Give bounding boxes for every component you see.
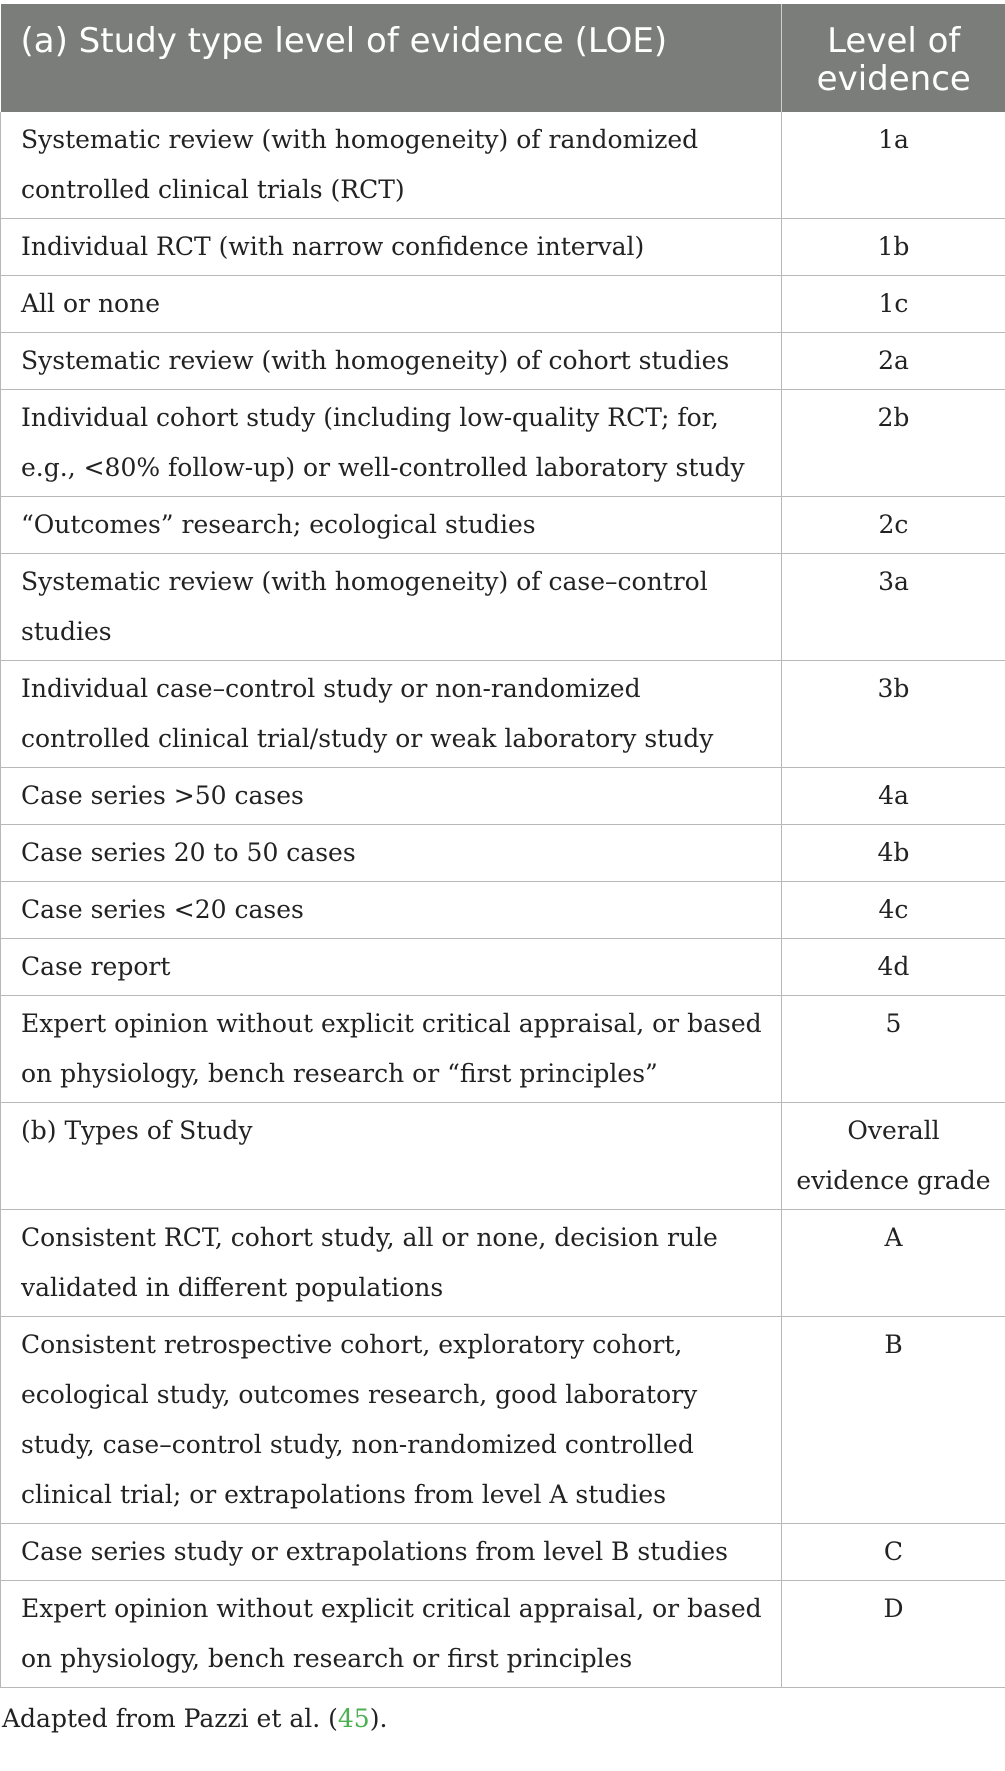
- level-cell: 1b: [782, 219, 1005, 276]
- table-row: [1, 276, 1005, 333]
- table-row: [1, 661, 1005, 768]
- level-cell: 4a: [782, 768, 1005, 825]
- table-row: [1, 1317, 1005, 1524]
- study-type-cell: “Outcomes” research; ecological studies: [1, 497, 782, 554]
- study-type-cell: Individual RCT (with narrow confidence interval): [1, 219, 782, 276]
- overall-evidence-grade-header: Overall evidence grade: [782, 1103, 1005, 1210]
- footnote-suffix: ).: [369, 1704, 388, 1733]
- level-cell: 2a: [782, 333, 1005, 390]
- header-level-of-evidence: Level of evidence: [782, 4, 1005, 112]
- study-type-cell: Expert opinion without explicit critical appraisal, or based on physiology, bench research or first principles: [1, 1581, 782, 1688]
- grade-cell: A: [782, 1210, 1005, 1317]
- header-row: [1, 4, 1005, 112]
- level-cell: 3b: [782, 661, 1005, 768]
- study-type-cell: Case series <20 cases: [1, 882, 782, 939]
- study-type-cell: Case series 20 to 50 cases: [1, 825, 782, 882]
- level-cell: 2c: [782, 497, 1005, 554]
- study-type-cell: Expert opinion without explicit critical appraisal, or based on physiology, bench research or “first principles”: [1, 996, 782, 1103]
- header-study-type: (a) Study type level of evidence (LOE): [1, 4, 782, 112]
- table-header: [1, 4, 1005, 112]
- level-cell: 4c: [782, 882, 1005, 939]
- study-type-cell: Case report: [1, 939, 782, 996]
- level-cell: 4d: [782, 939, 1005, 996]
- study-type-cell: All or none: [1, 276, 782, 333]
- footnote-prefix: Adapted from Pazzi et al. (: [2, 1704, 338, 1733]
- table-row: [1, 554, 1005, 661]
- grade-cell: D: [782, 1581, 1005, 1688]
- study-type-cell: Case series >50 cases: [1, 768, 782, 825]
- level-cell: 1c: [782, 276, 1005, 333]
- grade-cell: C: [782, 1524, 1005, 1581]
- study-type-cell: Individual cohort study (including low-quality RCT; for, e.g., <80% follow-up) or well-controlled laboratory study: [1, 390, 782, 497]
- table-row: [1, 1581, 1005, 1688]
- study-type-cell: Systematic review (with homogeneity) of case–control studies: [1, 554, 782, 661]
- table-row: [1, 882, 1005, 939]
- study-type-cell: Systematic review (with homogeneity) of randomized controlled clinical trials (RCT): [1, 112, 782, 219]
- table-row: [1, 219, 1005, 276]
- table-row: [1, 333, 1005, 390]
- level-cell: 1a: [782, 112, 1005, 219]
- level-cell: 3a: [782, 554, 1005, 661]
- level-cell: 4b: [782, 825, 1005, 882]
- table-row: [1, 497, 1005, 554]
- study-type-cell: Consistent RCT, cohort study, all or none, decision rule validated in different populations: [1, 1210, 782, 1317]
- footnote-reference-link[interactable]: 45: [337, 1704, 370, 1733]
- table-row: [1, 825, 1005, 882]
- section-b-header-row: [1, 1103, 1005, 1210]
- study-type-cell: Case series study or extrapolations from level B studies: [1, 1524, 782, 1581]
- table-row: [1, 939, 1005, 996]
- table-row: [1, 768, 1005, 825]
- table-row: [1, 390, 1005, 497]
- section-b-title: (b) Types of Study: [1, 1103, 782, 1210]
- study-type-cell: Individual case–control study or non-randomized controlled clinical trial/study or weak laboratory study: [1, 661, 782, 768]
- table-row: [1, 112, 1005, 219]
- table-row: [1, 1210, 1005, 1317]
- table-footnote: [0, 1688, 1005, 1736]
- study-type-cell: Systematic review (with homogeneity) of cohort studies: [1, 333, 782, 390]
- table-body: [1, 112, 1005, 1688]
- study-type-cell: Consistent retrospective cohort, exploratory cohort, ecological study, outcomes research, good laboratory study, case–control study, non-randomized controlled clinical trial; or extrapolations from level A studies: [1, 1317, 782, 1524]
- table-row: [1, 996, 1005, 1103]
- level-cell: 2b: [782, 390, 1005, 497]
- table-row: [1, 1524, 1005, 1581]
- level-cell: 5: [782, 996, 1005, 1103]
- level-of-evidence-table: [0, 4, 1005, 1688]
- evidence-table-container: [0, 4, 1005, 1736]
- grade-cell: B: [782, 1317, 1005, 1524]
